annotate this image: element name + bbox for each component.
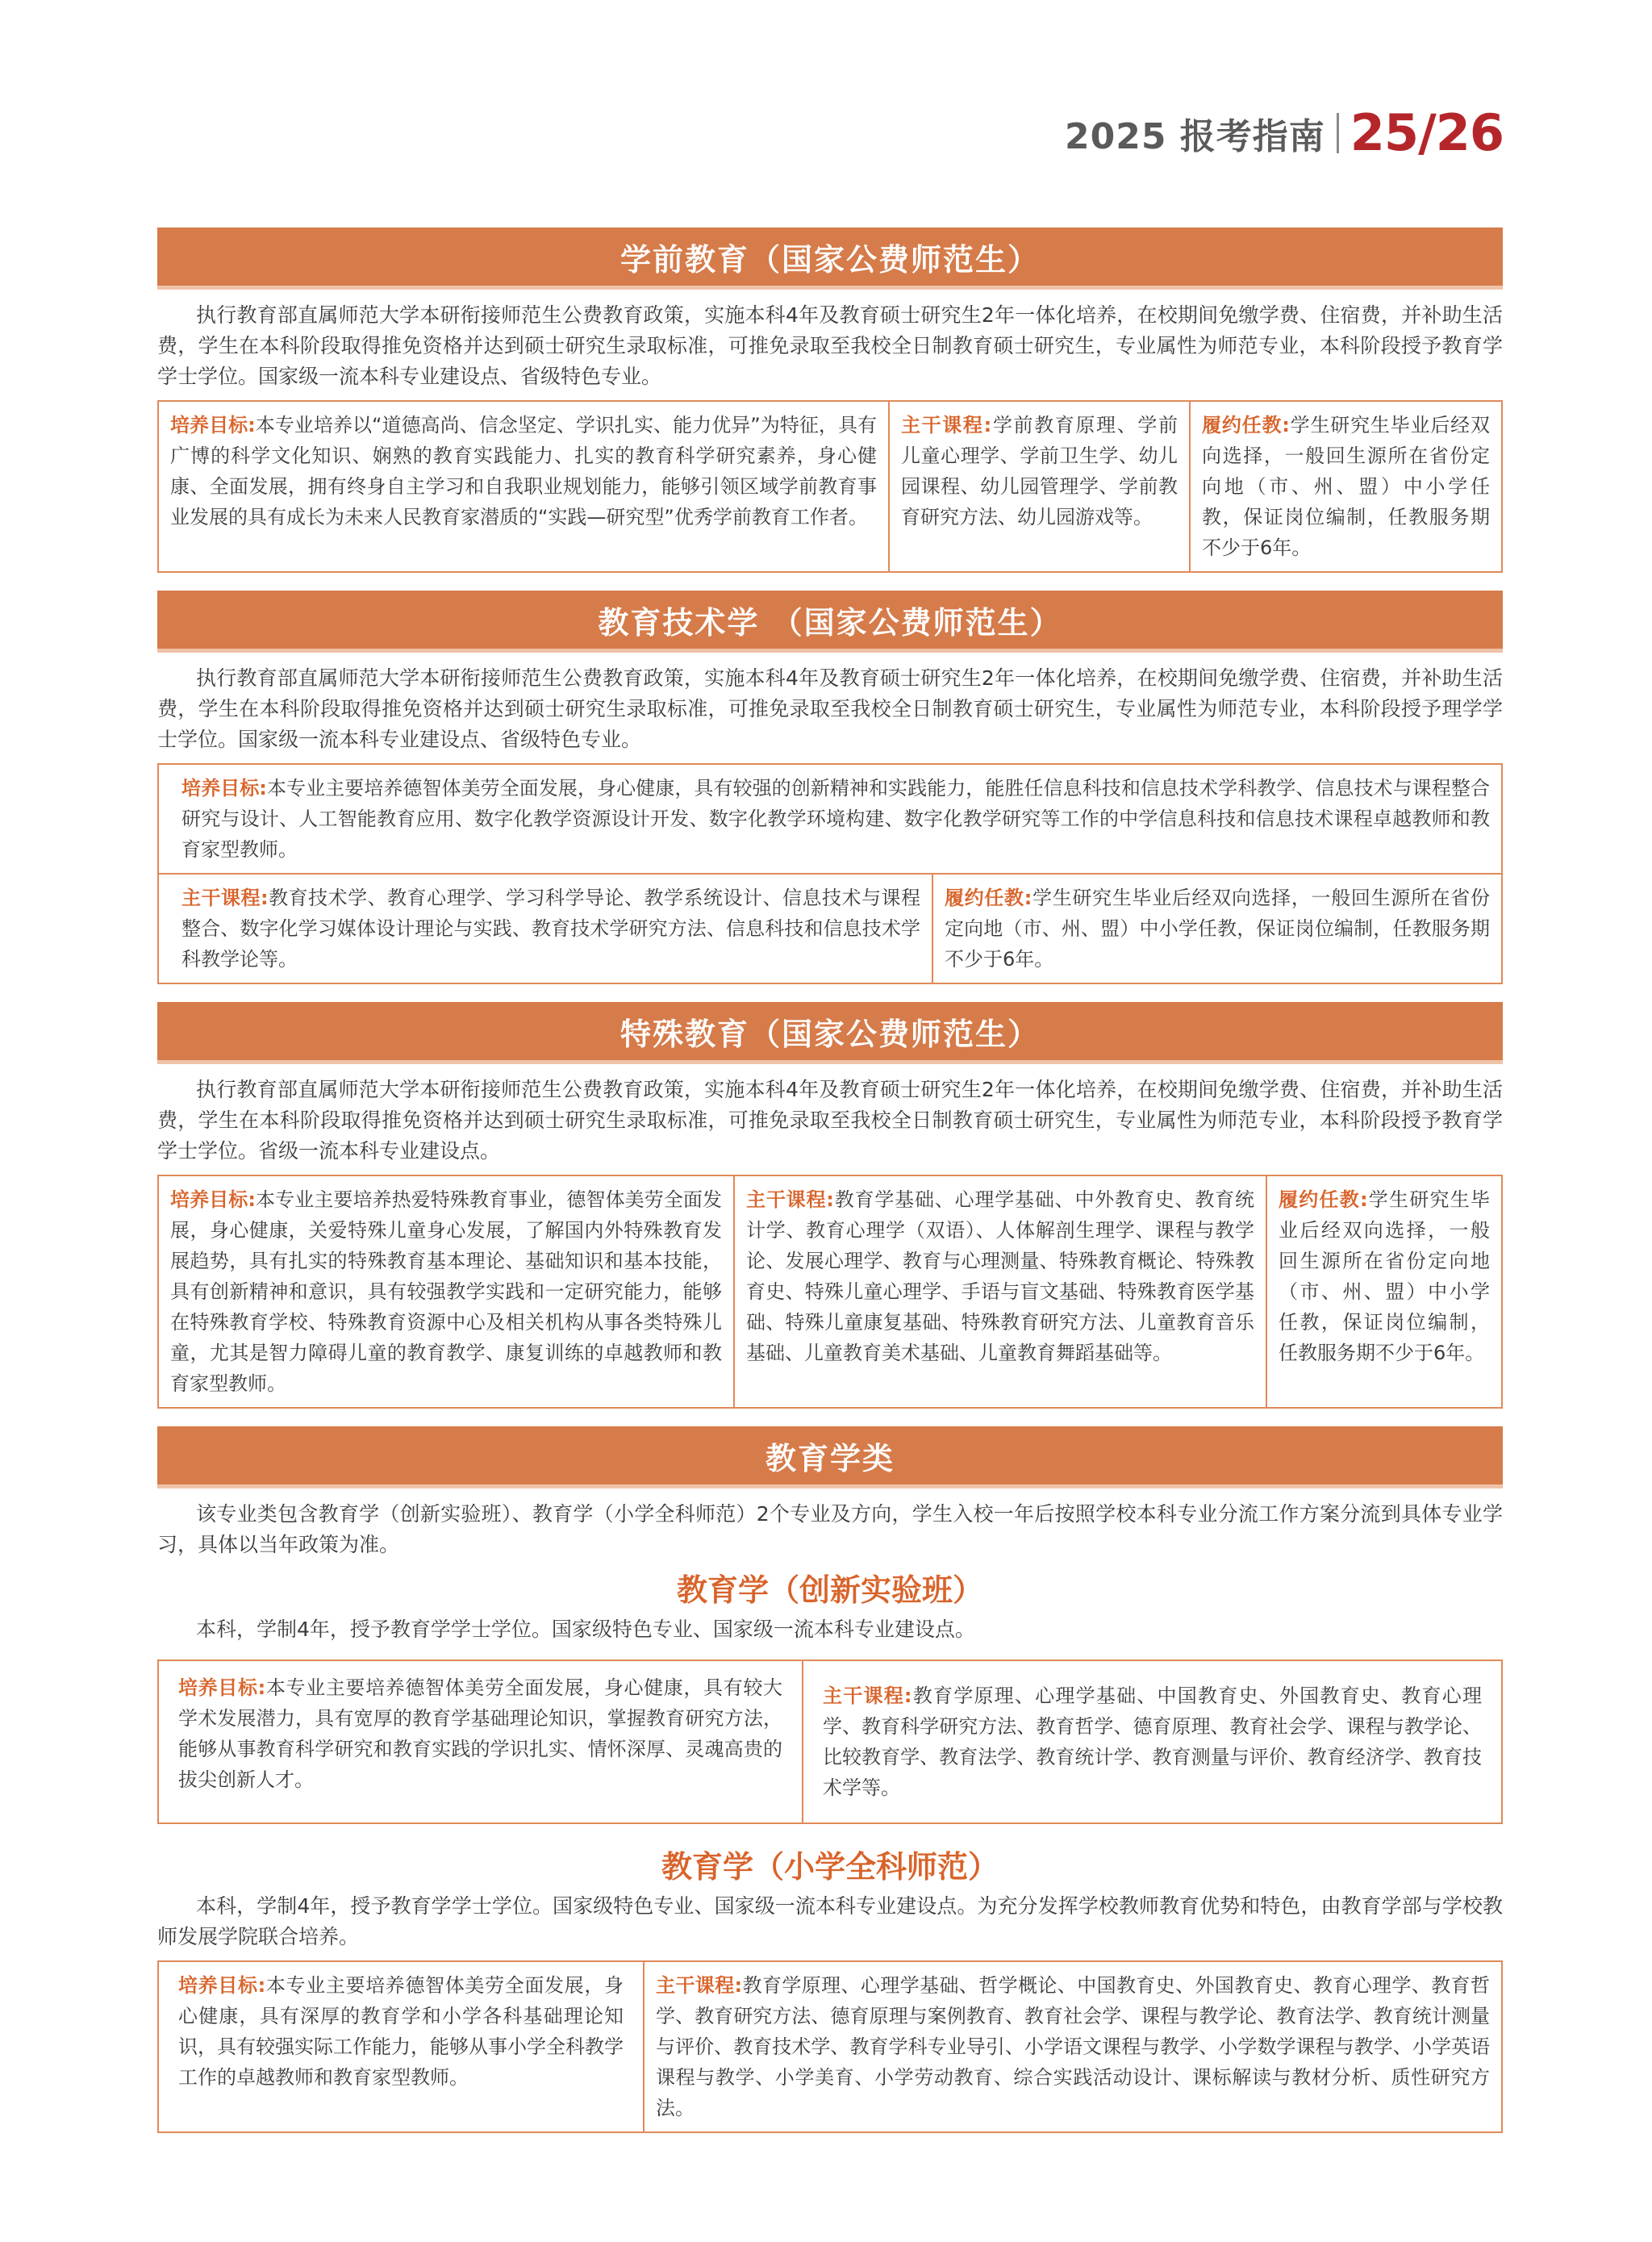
goal-label: 培养目标: <box>181 777 267 800</box>
guide-title: 2025 报考指南 <box>1065 115 1325 157</box>
goal-text: 本专业主要培养德智体美劳全面发展，身心健康，具有深厚的教育学和小学各科基础理论知识，具有较强实际工作能力，能够从事小学全科教学工作的卓越教师和教育家型教师。 <box>178 1974 624 2089</box>
goal-row <box>159 765 1501 873</box>
courses-duty-row <box>159 873 1501 983</box>
section-title-bar: 教育技术学 （国家公费师范生） <box>157 591 1503 649</box>
major-title: 教育学（小学全科师范） <box>661 1849 999 1885</box>
section-title-bar: 特殊教育（国家公费师范生） <box>157 1002 1503 1060</box>
goal-label: 培养目标: <box>170 414 256 436</box>
courses-cell <box>643 1962 1501 2131</box>
duty-cell <box>932 875 1501 983</box>
goal-label: 培养目标: <box>178 1676 266 1699</box>
goal-label: 培养目标: <box>170 1188 256 1211</box>
courses-label: 主干课程: <box>901 414 992 436</box>
year-label: 25/26 <box>1350 103 1504 162</box>
goal-text: 本专业主要培养德智体美劳全面发展，身心健康，具有较强的创新精神和实践能力，能胜任信息科技和信息技术学科教学、信息技术与课程整合研究与设计、人工智能教育应用、数字化教学资源设计开发、数字化教学环境构建、数字化教学研究等工作的中学信息科技和信息技术课程卓越教师和教育家型教师。 <box>181 777 1490 861</box>
duty-text: 学生研究生毕业后经双向选择，一般回生源所在省份定向地（市、州、盟）中小学任教，保证岗位编制，任教服务期不少于6年。 <box>1279 1188 1490 1364</box>
duty-label: 履约任教: <box>945 887 1032 909</box>
duty-label: 履约任教: <box>1202 414 1290 436</box>
duty-cell <box>1266 1176 1501 1407</box>
info-box <box>157 763 1503 984</box>
courses-text: 教育学原理、心理学基础、哲学概论、中国教育史、外国教育史、教育心理学、教育哲学、教育研究方法、德育原理与案例教育、教育社会学、课程与教学论、教育法学、教育统计测量与评价、教育技术学、教育学科专业导引、小学语文课程与教学、小学数学课程与教学、小学英语课程与教学、小学美育、小学劳动教育、综合实践活动设计、课标解读与教材分析、质性研究方法。 <box>656 1974 1490 2119</box>
section-intro: 执行教育部直属师范大学本研衔接师范生公费教育政策，实施本科4年及教育硕士研究生2年一体化培养，在校期间免缴学费、住宿费，并补助生活费，学生在本科阶段取得推免资格并达到硕士研究生录取标准，可推免录取至我校全日制教育硕士研究生，专业属性为师范专业，本科阶段授予教育学学士学位。国家级一流本科专业建设点、省级特色专业。 <box>157 303 1503 388</box>
courses-cell <box>733 1176 1266 1407</box>
section-title-bar: 学前教育（国家公费师范生） <box>157 228 1503 286</box>
category-intro: 该专业类包含教育学（创新实验班）、教育学（小学全科师范）2个专业及方向，学生入校一年后按照学校本科专业分流工作方案分流到具体专业学习，具体以当年政策为准。 <box>157 1502 1503 1556</box>
duty-text: 学生研究生毕业后经双向选择，一般回生源所在省份定向地（市、州、盟）中小学任教，保证岗位编制，任教服务期不少于6年。 <box>1202 414 1490 559</box>
section-intro: 执行教育部直属师范大学本研衔接师范生公费教育政策，实施本科4年及教育硕士研究生2年一体化培养，在校期间免缴学费、住宿费，并补助生活费，学生在本科阶段取得推免资格并达到硕士研究生录取标准，可推免录取至我校全日制教育硕士研究生，专业属性为师范专业，本科阶段授予教育学学士学位。省级一流本科专业建设点。 <box>157 1078 1503 1163</box>
goal-cell <box>159 1176 733 1407</box>
info-box <box>157 400 1503 573</box>
courses-label: 主干课程: <box>181 887 269 909</box>
major-intro: 本科，学制4年，授予教育学学士学位。国家级特色专业、国家级一流本科专业建设点。 <box>196 1618 975 1641</box>
goal-text: 本专业主要培养热爱特殊教育事业，德智体美劳全面发展，身心健康，关爱特殊儿童身心发展，了解国内外特殊教育发展趋势，具有扎实的特殊教育基本理论、基础知识和基本技能，具有创新精神和意识，具有较强教学实践和一定研究能力，能够在特殊教育学校、特殊教育资源中心及相关机构从事各类特殊儿童，尤其是智力障碍儿童的教育教学、康复训练的卓越教师和教育家型教师。 <box>170 1188 723 1395</box>
duty-text: 学生研究生毕业后经双向选择，一般回生源所在省份定向地（市、州、盟）中小学任教，保证岗位编制，任教服务期不少于6年。 <box>945 887 1490 971</box>
goal-text: 本专业主要培养德智体美劳全面发展，身心健康，具有较大学术发展潜力，具有宽厚的教育学基础理论知识，掌握教育研究方法，能够从事教育科学研究和教育实践的学识扎实、情怀深厚、灵魂高贵的拔尖创新人才。 <box>178 1676 782 1791</box>
category-title-bar: 教育学类 <box>157 1426 1503 1484</box>
page-content <box>157 228 1503 2151</box>
courses-label: 主干课程: <box>823 1685 912 1707</box>
goal-text: 本专业培养以“道德高尚、信念坚定、学识扎实、能力优异”为特征，具有广博的科学文化知识、娴熟的教育实践能力、扎实的教育科学研究素养，身心健康、全面发展，拥有终身自主学习和自我职业规划能力，能够引领区域学前教育事业发展的具有成长为未来人民教育家潜质的“实践—研究型”优秀学前教育工作者。 <box>170 414 877 528</box>
duty-cell <box>1189 402 1501 571</box>
major-intro: 本科，学制4年，授予教育学学士学位。国家级特色专业、国家级一流本科专业建设点。为充分发挥学校教师教育优势和特色，由教育学部与学校教师发展学院联合培养。 <box>157 1894 1503 1948</box>
courses-text: 教育技术学、教育心理学、学习科学导论、教学系统设计、信息技术与课程整合、数字化学习媒体设计理论与实践、教育技术学研究方法、信息科技和信息技术学科教学论等。 <box>181 887 920 971</box>
info-box <box>157 1175 1503 1409</box>
info-box <box>157 1960 1503 2133</box>
courses-cell <box>802 1661 1501 1822</box>
page-header <box>1065 103 1504 162</box>
courses-text: 教育学基础、心理学基础、中外教育史、教育统计学、教育心理学（双语）、人体解剖生理学、课程与教学论、发展心理学、教育与心理测量、特殊教育概论、特殊教育史、特殊儿童心理学、手语与盲文基础、特殊教育医学基础、特殊儿童康复基础、特殊教育研究方法、儿童教育音乐基础、儿童教育美术基础、儿童教育舞蹈基础等。 <box>746 1188 1255 1364</box>
goal-cell <box>159 402 888 571</box>
goal-label: 培养目标: <box>178 1974 266 1997</box>
header-divider <box>1337 113 1339 153</box>
info-box <box>157 1660 1503 1824</box>
duty-label: 履约任教: <box>1279 1188 1368 1211</box>
courses-text: 学前教育原理、学前儿童心理学、学前卫生学、幼儿园课程、幼儿园管理学、学前教育研究方法、幼儿园游戏等。 <box>901 414 1178 528</box>
goal-cell <box>159 1962 643 2131</box>
courses-cell <box>159 875 932 983</box>
goal-cell <box>159 1661 802 1822</box>
courses-label: 主干课程: <box>656 1974 743 1997</box>
courses-label: 主干课程: <box>746 1188 834 1211</box>
section-intro: 执行教育部直属师范大学本研衔接师范生公费教育政策，实施本科4年及教育硕士研究生2年一体化培养，在校期间免缴学费、住宿费，并补助生活费，学生在本科阶段取得推免资格并达到硕士研究生录取标准，可推免录取至我校全日制教育硕士研究生，专业属性为师范专业，本科阶段授予理学学士学位。国家级一流本科专业建设点、省级特色专业。 <box>157 666 1503 751</box>
courses-text: 教育学原理、心理学基础、中国教育史、外国教育史、教育心理学、教育科学研究方法、教育哲学、德育原理、教育社会学、课程与教学论、比较教育学、教育法学、教育统计学、教育测量与评价、教育经济学、教育技术学等。 <box>823 1685 1482 1799</box>
courses-cell <box>888 402 1189 571</box>
major-title: 教育学（创新实验班） <box>676 1572 983 1608</box>
goal-cell <box>159 765 1501 873</box>
